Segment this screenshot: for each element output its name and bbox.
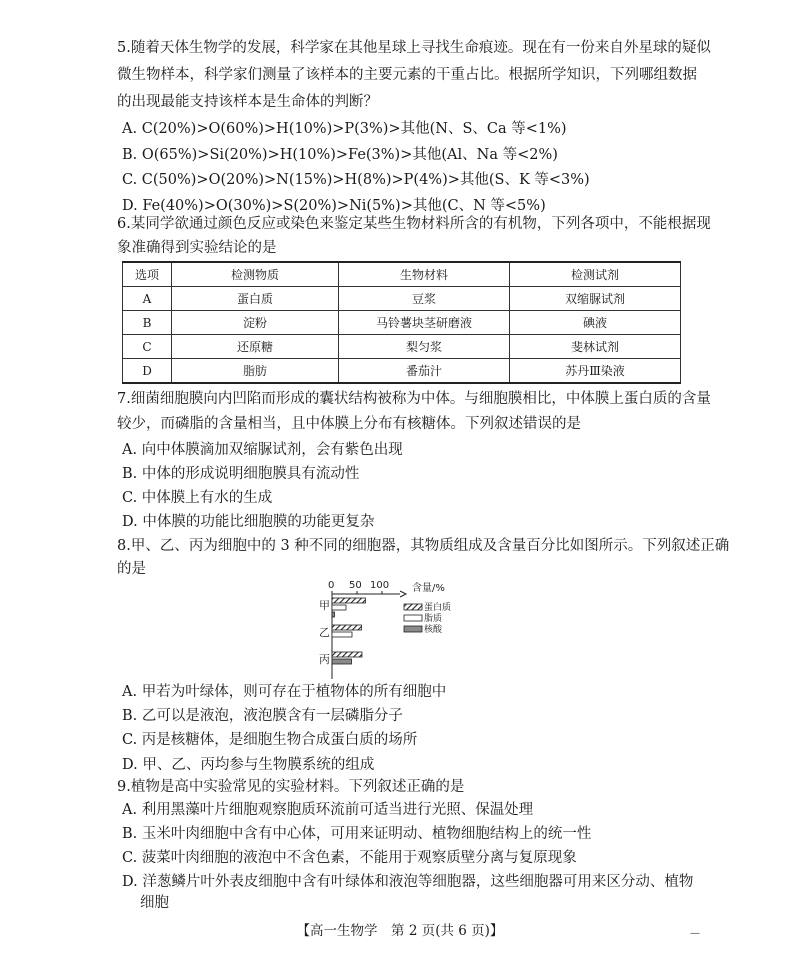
category-label: 乙 [319, 626, 330, 639]
legend-swatch [404, 626, 422, 632]
q5-option-d: D. Fe(40%)>O(30%)>S(20%)>Ni(5%)>其他(C、N 等<5%) [122, 198, 546, 214]
q9-option-c: C. 菠菜叶肉细胞的液泡中不含色素，不能用于观察质壁分离与复原现象 [122, 850, 577, 866]
q9-option-a: A. 利用黑藻叶片细胞观察胞质环流前可适当进行光照、保温处理 [122, 802, 534, 818]
table-cell: 蛋白质 [172, 287, 339, 311]
table-cell: 脂肪 [172, 359, 339, 384]
table-header-cell: 生物材料 [339, 262, 510, 287]
bar-核酸 [332, 612, 335, 617]
category-label: 甲 [319, 599, 330, 612]
q7-stem-line-1: 7.细菌细胞膜向内凹陷而形成的囊状结构被称为中体。与细胞膜相比，中体膜上蛋白质的含量 [117, 391, 711, 407]
legend-label: 脂质 [424, 614, 443, 624]
q7-option-c: C. 中体膜上有水的生成 [122, 490, 273, 506]
q8-option-a: A. 甲若为叶绿体，则可存在于植物体的所有细胞中 [122, 684, 447, 700]
legend-label: 蛋白质 [424, 603, 452, 613]
table-cell: 还原糖 [172, 335, 339, 359]
table-row [123, 335, 681, 359]
q7-stem-line-2: 较少，而磷脂的含量相当，且中体膜上分布有核糖体。下列叙述错误的是 [117, 416, 581, 432]
table-header-cell: 选项 [123, 262, 172, 287]
table-cell: 双缩脲试剂 [510, 287, 681, 311]
table-cell: A [123, 287, 172, 311]
q5-stem-line-1: 5.随着天体生物学的发展，科学家在其他星球上寻找生命痕迹。现在有一份来自外星球的疑似 [117, 40, 711, 56]
table-cell: 淀粉 [172, 311, 339, 335]
q8-stem-line-1: 8.甲、乙、丙为细胞中的 3 种不同的细胞器，其物质组成及含量百分比如图所示。下列叙述正确 [117, 538, 730, 554]
q7-option-b: B. 中体的形成说明细胞膜具有流动性 [122, 466, 360, 482]
q9-stem-line-1: 9.植物是高中实验常见的实验材料。下列叙述正确的是 [117, 779, 465, 795]
page-footer: 【高一生物学 第 2 页(共 6 页)】 [296, 923, 504, 939]
q5-stem-line-2: 微生物样本，科学家们测量了该样本的主要元素的干重占比。根据所学知识，下列哪组数据 [117, 67, 697, 83]
table-cell: 豆浆 [339, 287, 510, 311]
bar-蛋白质 [332, 625, 362, 630]
table-cell: 碘液 [510, 311, 681, 335]
table-cell: 苏丹Ⅲ染液 [510, 359, 681, 384]
q5-stem-line-3: 的出现最能支持该样本是生命体的判断？ [117, 94, 378, 110]
bar-蛋白质 [332, 598, 366, 603]
bar-脂质 [332, 632, 352, 637]
table-row [123, 359, 681, 384]
table-cell: B [123, 311, 172, 335]
q5-option-a: A. C(20%)>O(60%)>H(10%)>P(3%)>其他(N、S、Ca 等<1%) [122, 121, 567, 137]
q5-option-c: C. C(50%)>O(20%)>N(15%)>H(8%)>P(4%)>其他(S、K 等<3%) [122, 172, 590, 188]
table-row [123, 311, 681, 335]
table-cell: 番茄汁 [339, 359, 510, 384]
q8-option-b: B. 乙可以是液泡，液泡膜含有一层磷脂分子 [122, 708, 403, 724]
q7-option-a: A. 向中体膜滴加双缩脲试剂，会有紫色出现 [122, 442, 403, 458]
table-cell: 马铃薯块茎研磨液 [339, 311, 510, 335]
table-header-cell: 检测试剂 [510, 262, 681, 287]
x-axis-label: 含量/% [412, 583, 445, 594]
table-cell: C [123, 335, 172, 359]
q6-stem-line-1: 6.某同学欲通过颜色反应或染色来鉴定某些生物材料所含的有机物，下列各项中，不能根据现 [117, 216, 711, 232]
bar-蛋白质 [332, 652, 362, 657]
x-tick-label: 50 [349, 580, 362, 591]
table-header-cell: 检测物质 [172, 262, 339, 287]
corner-mark: — [690, 928, 700, 939]
table-header-row [123, 262, 681, 287]
q8-stem-line-2: 的是 [117, 561, 146, 577]
q7-option-d: D. 中体膜的功能比细胞膜的功能更复杂 [122, 514, 375, 530]
table-row [123, 287, 681, 311]
q6-table [122, 261, 681, 384]
table-cell: 斐林试剂 [510, 335, 681, 359]
legend-swatch [404, 604, 422, 610]
category-label: 丙 [319, 653, 330, 666]
q9-option-b: B. 玉米叶肉细胞中含有中心体，可用来证明动、植物细胞结构上的统一性 [122, 826, 592, 842]
legend-label: 核酸 [424, 625, 443, 635]
table-cell: D [123, 359, 172, 384]
q6-stem-line-2: 象准确得到实验结论的是 [117, 240, 277, 256]
bar-脂质 [332, 605, 346, 610]
legend-swatch [404, 615, 422, 621]
q5-option-b: B. O(65%)>Si(20%)>H(10%)>Fe(3%)>其他(Al、Na 等<2%) [122, 147, 558, 163]
q9-option-d-line-2: 细胞 [140, 895, 169, 911]
bar-核酸 [332, 659, 352, 664]
q8-bar-chart [300, 574, 500, 684]
x-tick-label: 100 [370, 580, 390, 591]
q8-option-c: C. 丙是核糖体，是细胞生物合成蛋白质的场所 [122, 732, 418, 748]
q8-option-d: D. 甲、乙、丙均参与生物膜系统的组成 [122, 757, 375, 773]
table-cell: 梨匀浆 [339, 335, 510, 359]
x-axis-arrow-icon [400, 591, 406, 597]
q9-option-d-line-1: D. 洋葱鳞片叶外表皮细胞中含有叶绿体和液泡等细胞器，这些细胞器可用来区分动、植物 [122, 874, 694, 890]
x-tick-label: 0 [328, 580, 335, 591]
